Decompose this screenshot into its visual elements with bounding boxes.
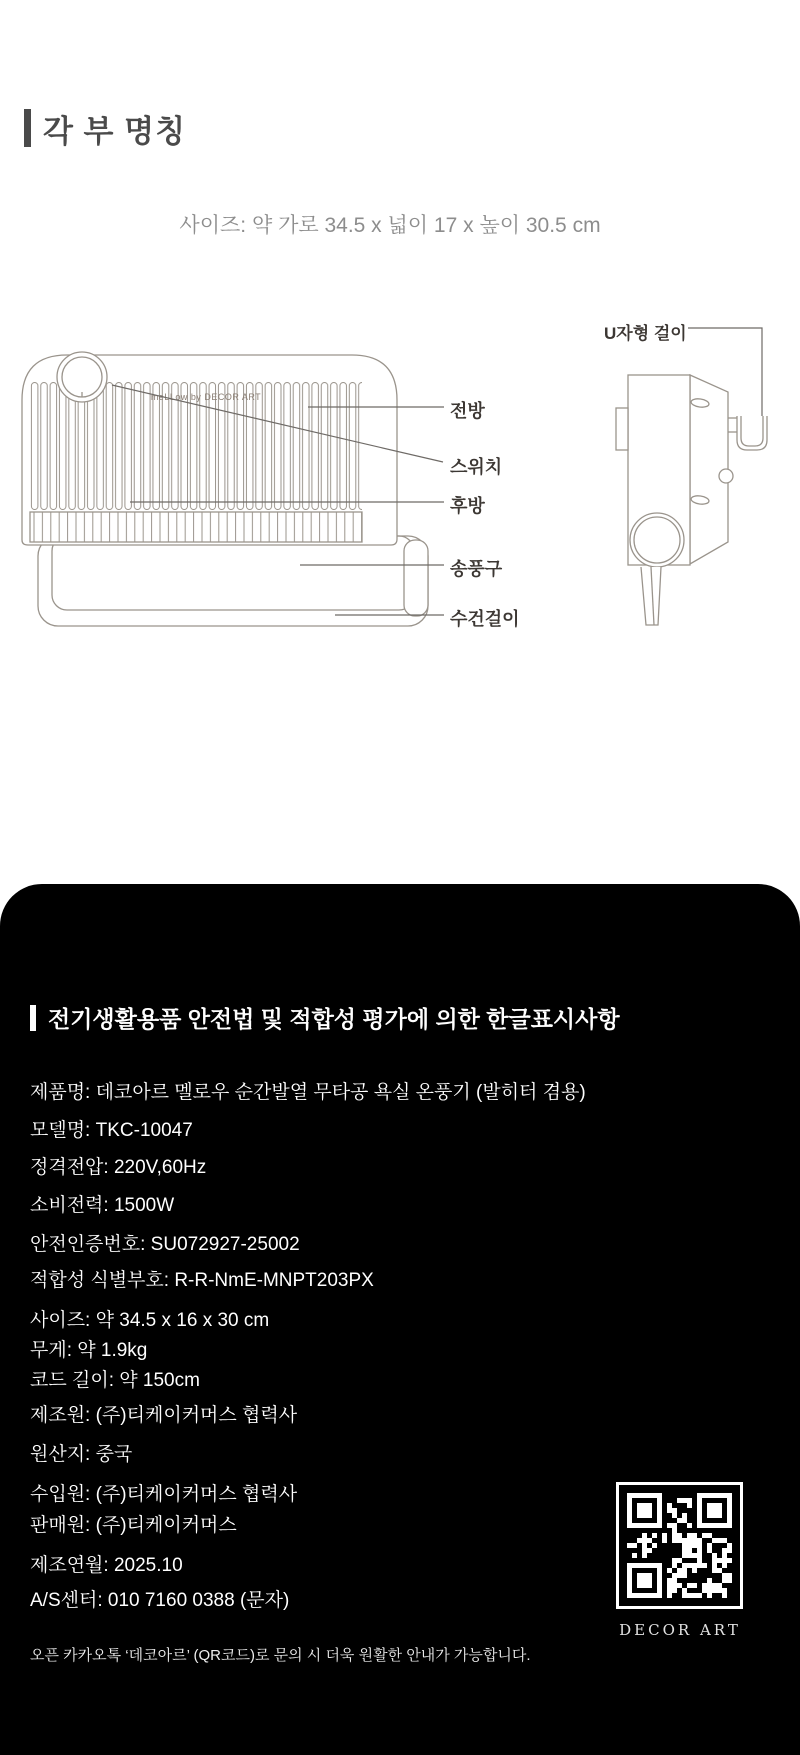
spec-row: 수입원: (주)티케이커머스 협력사 — [30, 1484, 298, 1505]
device-logo-text: meLLow by DECOR ART — [150, 392, 262, 402]
spec-row: 사이즈: 약 34.5 x 16 x 30 cm — [30, 1310, 270, 1331]
spec-row: 소비전력: 1500W — [30, 1195, 175, 1216]
size-note: 사이즈: 약 가로 34.5 x 넓이 17 x 높이 30.5 cm — [179, 214, 601, 237]
section-accent-bar — [24, 109, 31, 147]
spec-panel — [0, 884, 800, 1755]
decor-art-logo: DECOR ART — [619, 1621, 741, 1639]
spec-row: 제조원: (주)티케이커머스 협력사 — [30, 1405, 298, 1426]
spec-row: 코드 길이: 약 150cm — [30, 1370, 200, 1391]
spec-row: 제품명: 데코아르 멜로우 순간발열 무타공 욕실 온풍기 (발히터 겸용) — [30, 1082, 586, 1103]
spec-row: 판매원: (주)티케이커머스 — [30, 1515, 237, 1536]
qr-code-icon — [627, 1493, 732, 1598]
part-label-towel-hanger: 수건걸이 — [450, 609, 520, 629]
part-label-air-outlet: 송풍구 — [450, 559, 503, 579]
spec-row: 무게: 약 1.9kg — [30, 1340, 148, 1361]
spec-row: 제조연월: 2025.10 — [30, 1555, 183, 1576]
spec-row: 안전인증번호: SU072927-25002 — [30, 1234, 300, 1255]
spec-row: 적합성 식별부호: R-R-NmE-MNPT203PX — [30, 1270, 374, 1291]
spec-row: 원산지: 중국 — [30, 1444, 133, 1465]
kakao-contact-note: 오픈 카카오톡 ‘데코아르’ (QR코드)로 문의 시 더욱 원활한 안내가 가능합니다. — [30, 1647, 531, 1664]
part-label-rear: 후방 — [450, 496, 485, 516]
parts-section-title: 각 부 명칭 — [43, 114, 187, 149]
side-view-drawing — [616, 375, 767, 625]
spec-section-title: 전기생활용품 안전법 및 적합성 평가에 의한 한글표시사항 — [48, 1006, 620, 1032]
part-label-switch: 스위치 — [450, 457, 503, 477]
product-diagram — [0, 290, 800, 660]
spec-row: 정격전압: 220V,60Hz — [30, 1157, 207, 1178]
kakao-qr-code — [616, 1482, 743, 1609]
spec-title-accent-bar — [30, 1005, 36, 1031]
spec-row: A/S센터: 010 7160 0388 (문자) — [30, 1590, 290, 1611]
part-label-u-hook: U자형 걸이 — [604, 324, 687, 343]
part-label-front: 전방 — [450, 401, 485, 421]
u-hook-icon — [728, 416, 767, 450]
spec-row: 모델명: TKC-10047 — [30, 1120, 193, 1141]
